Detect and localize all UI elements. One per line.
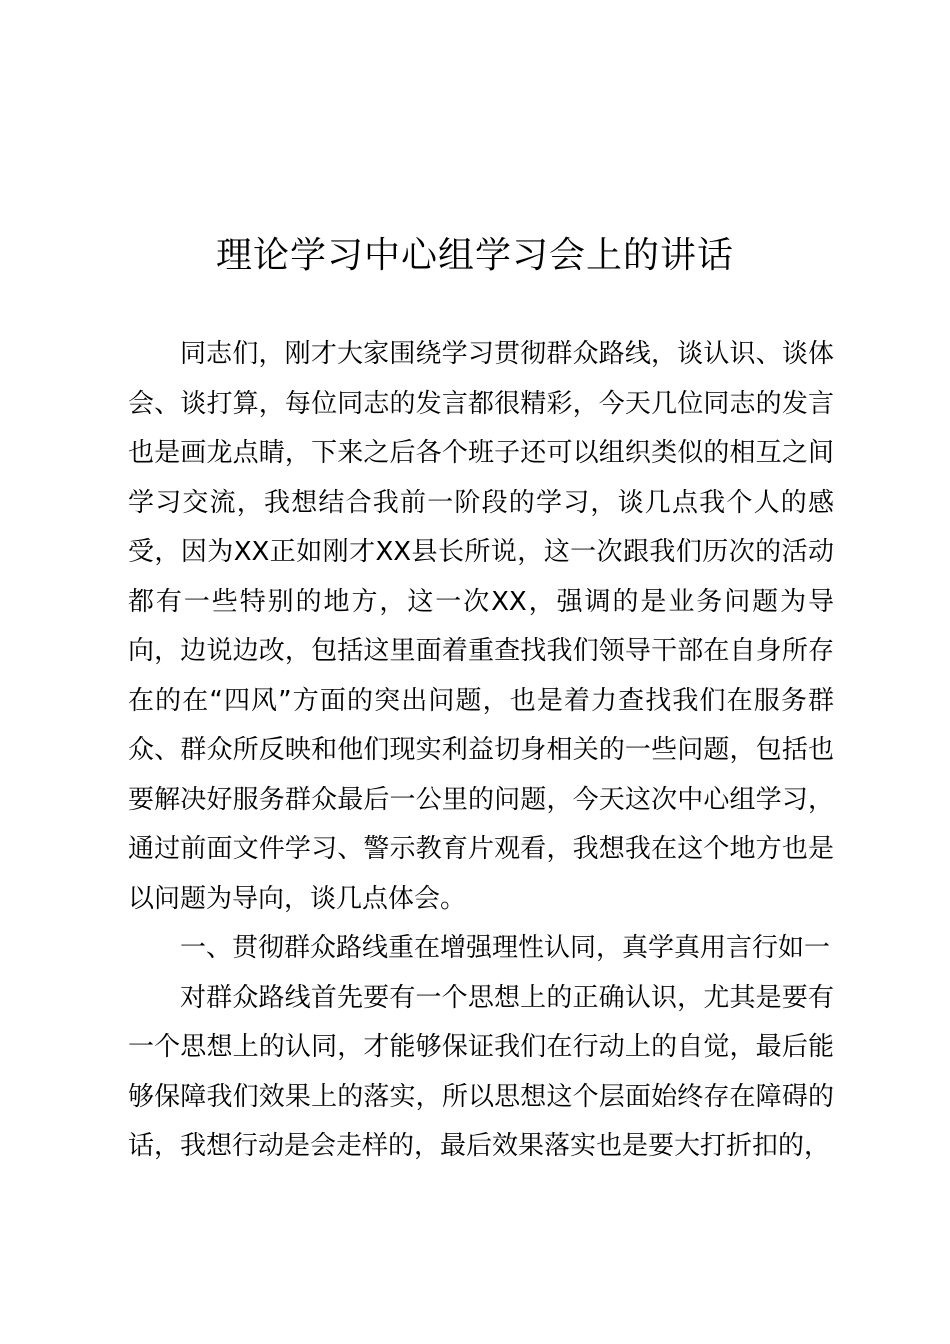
document-body [128, 330, 834, 1172]
intro-paragraph: 同志们，刚才大家围绕学习贯彻群众路线，谈认识、谈体会、谈打算，每位同志的发言都很精彩，今天几位同志的发言也是画龙点睛，下来之后各个班子还可以组织类似的相互之间学习交流，我想结合我前一阶段的学习，谈几点我个人的感受，因为XX正如刚才XX县长所说，这一次跟我们历次的活动都有一些特别的地方，这一次XX，强调的是业务问题为导向，边说边改，包括这里面着重查找我们领导干部在自身所存在的在“四风”方面的突出问题，也是着力查找我们在服务群众、群众所反映和他们现实利益切身相关的一些问题，包括也要解决好服务群众最后一公里的问题，今天这次中心组学习，通过前面文件学习、警示教育片观看，我想我在这个地方也是以问题为导向，谈几点体会。 [128, 339, 834, 914]
section-paragraph: 对群众路线首先要有一个思想上的正确认识，尤其是要有一个思想上的认同，才能够保证我们在行动上的自觉，最后能够保障我们效果上的落实，所以思想这个层面始终存在障碍的话，我想行动是会走样的，最后效果落实也是要大打折扣的， [128, 982, 834, 1161]
document-title: 理论学习中心组学习会上的讲话 [215, 235, 734, 276]
section-heading: 一、贯彻群众路线重在增强理性认同，真学真用言行如一 [180, 933, 831, 963]
